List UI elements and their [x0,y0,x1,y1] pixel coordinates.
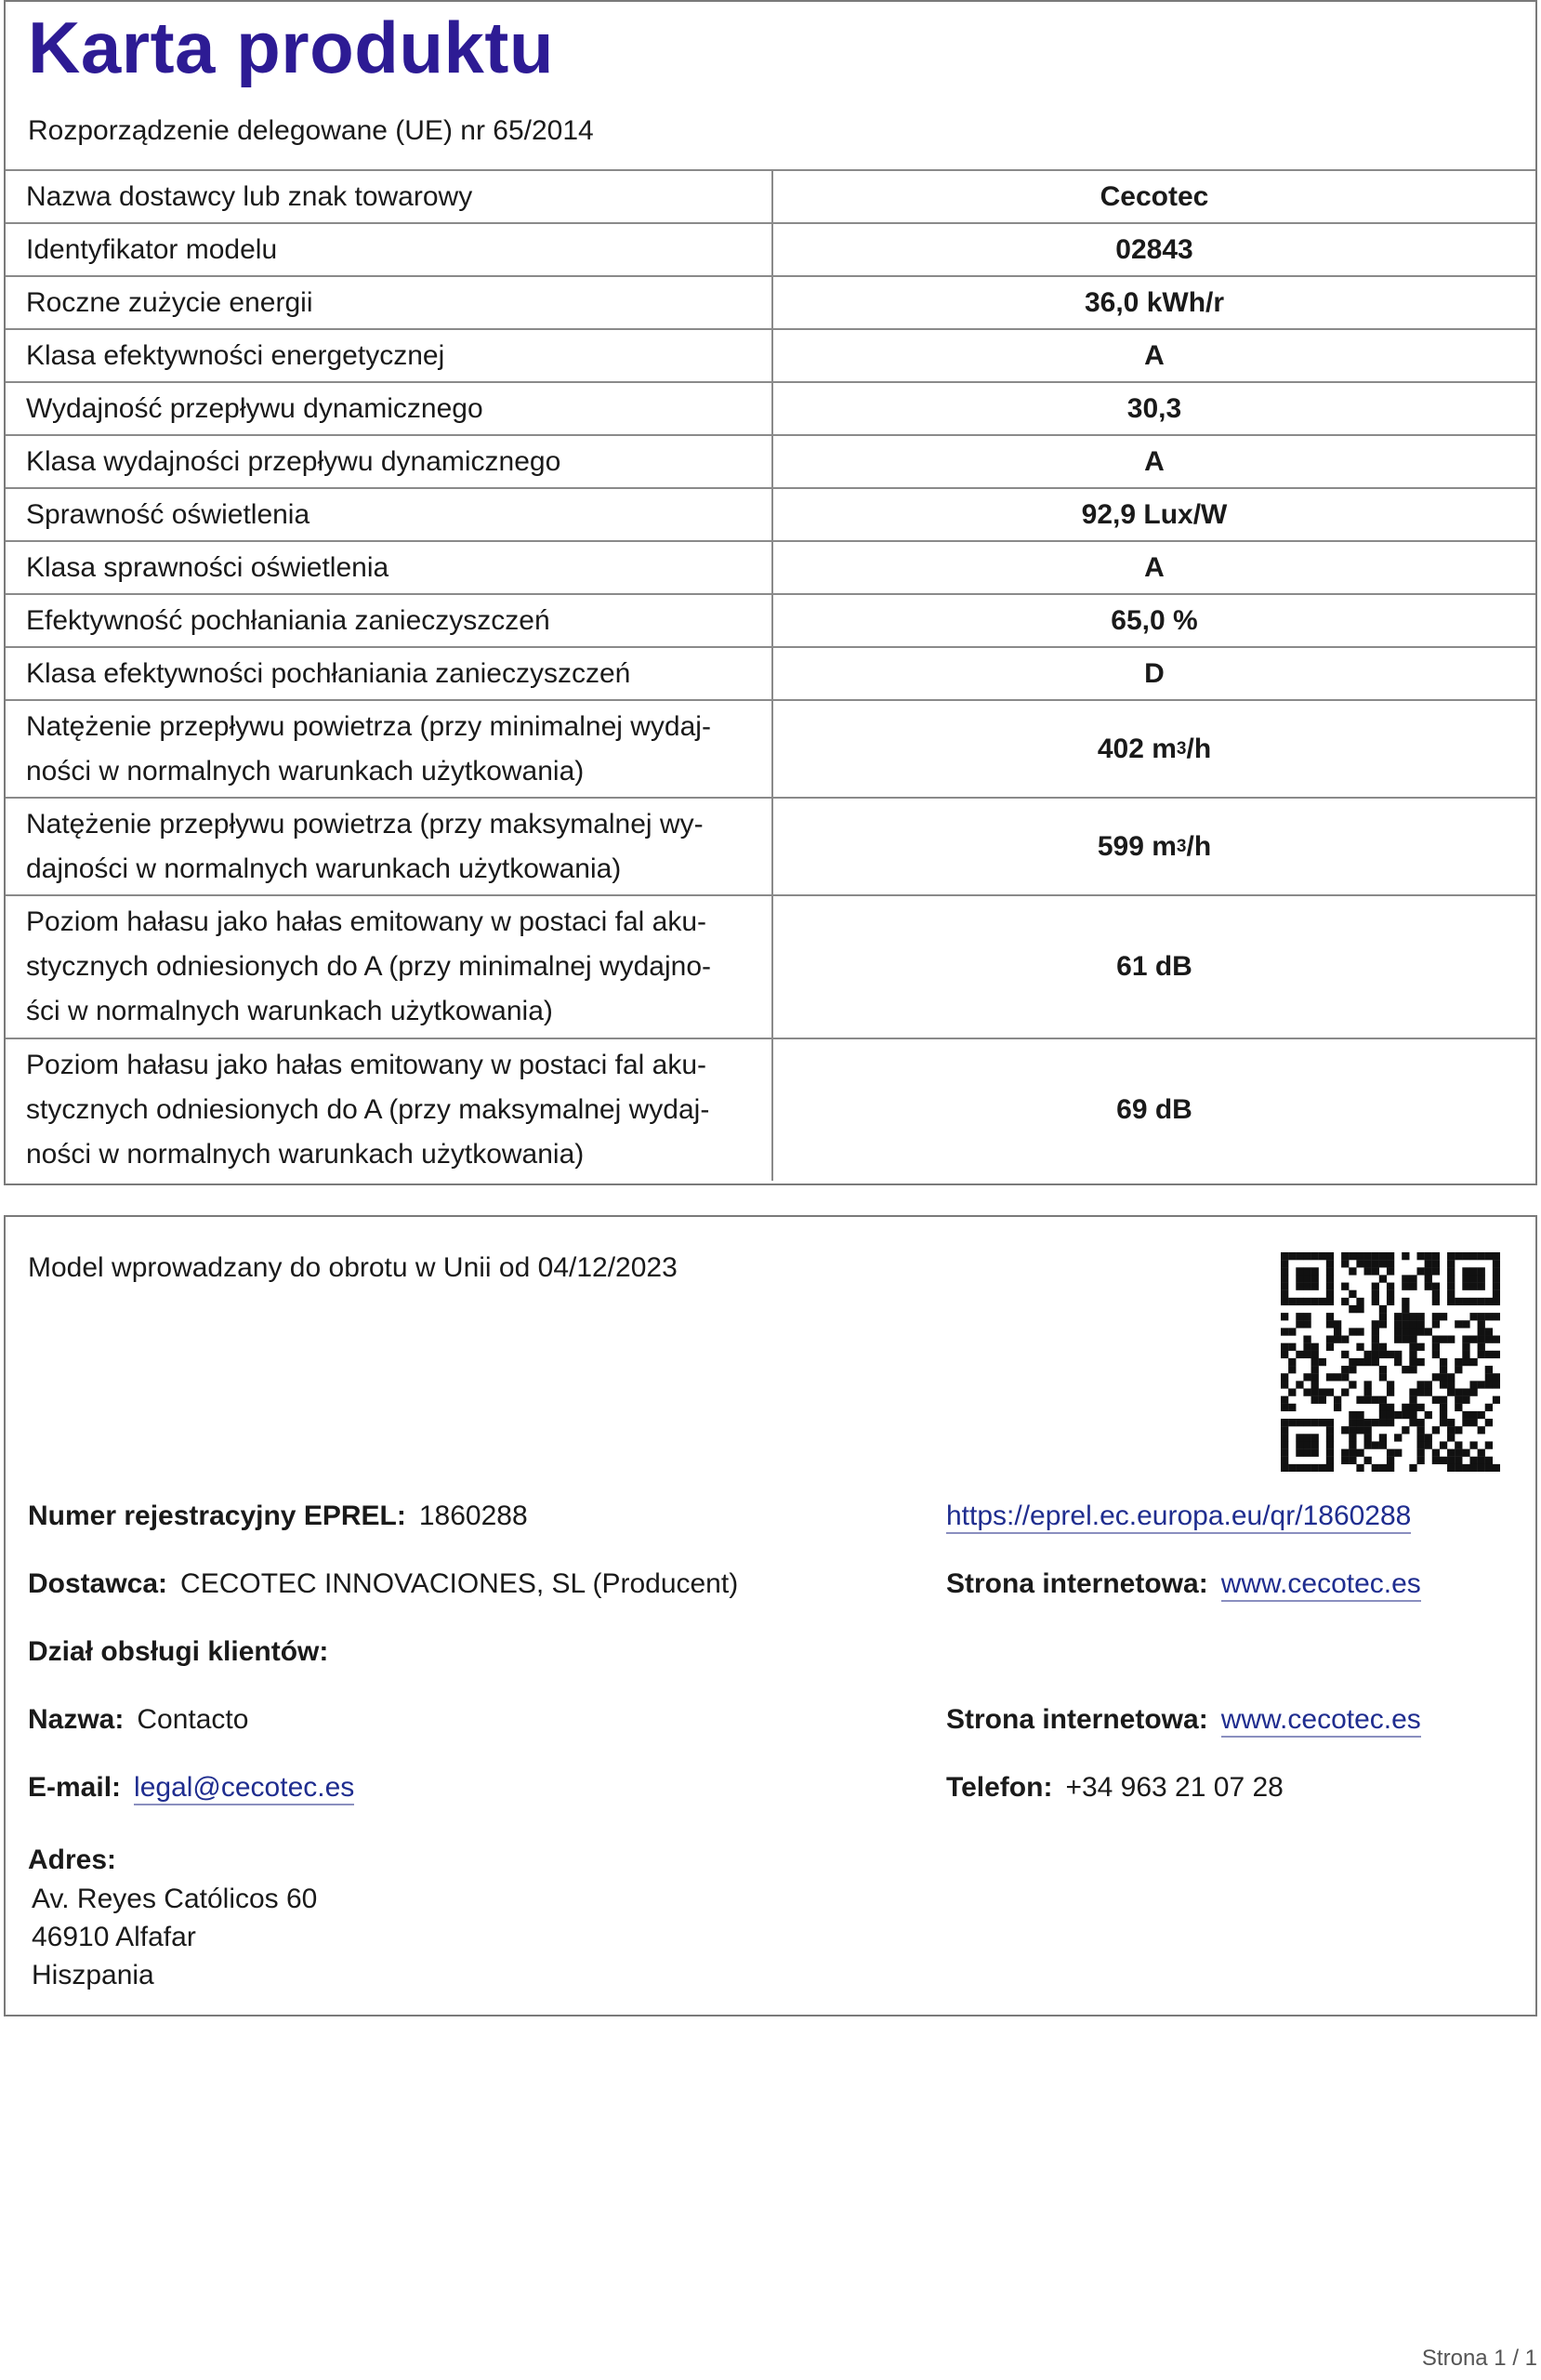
service-website-label: Strona internetowa: [946,1704,1208,1735]
spec-value-text: D [1144,657,1165,689]
spec-row [6,646,1535,699]
supplier-value: CECOTEC INNOVACIONES, SL (Producent) [180,1568,739,1599]
eprel-link[interactable]: https://eprel.ec.europa.eu/qr/1860288 [946,1501,1411,1534]
spec-value-text: A [1144,445,1165,477]
spec-label-line: stycznych odniesionych do A (przy minimalnej wydajno- [26,951,712,982]
spec-value [773,648,1535,699]
spec-value-text: A [1144,339,1165,371]
eprel-label: Numer rejestracyjny EPREL: [28,1501,406,1531]
regulation-reference: Rozporządzenie delegowane (UE) nr 65/2014 [28,115,594,146]
spec-label: Klasa wydajności przepływu dynamicznego [6,436,773,487]
spec-label-line: Poziom hałasu jako hałas emitowany w postaci fal aku- [26,906,707,937]
spec-value-text: 30,3 [1126,392,1182,424]
website-label: Strona internetowa: [946,1568,1208,1599]
spec-row [6,699,1535,797]
spec-value [773,1039,1535,1181]
spec-row [6,487,1535,540]
spec-value [773,701,1535,797]
contact-name-line [28,1704,248,1736]
spec-label-line: ści w normalnych warunkach użytkowania) [26,996,553,1026]
spec-value-text: Cecotec [1100,180,1209,212]
spec-value [773,224,1535,275]
customer-service-heading: Dział obsługi klientów: [28,1636,329,1667]
spec-row [6,797,1535,894]
spec-row [6,169,1535,222]
spec-label [6,1039,773,1181]
market-date-text: Model wprowadzany do obrotu w Unii od 04/12/2023 [28,1252,678,1283]
spec-value [773,896,1535,1038]
spec-label-line: Poziom hałasu jako hałas emitowany w postaci fal aku- [26,1050,707,1080]
spec-value-text: 402 m [1097,733,1177,764]
spec-row [6,328,1535,381]
spec-label [6,799,773,894]
spec-value [773,799,1535,894]
spec-value [773,277,1535,328]
eprel-link-line [946,1501,1411,1532]
spec-label: Roczne zużycie energii [6,277,773,328]
spec-value [773,489,1535,540]
spec-label [6,701,773,797]
supplier-line [28,1568,738,1600]
email-link[interactable]: legal@cecotec.es [134,1772,354,1805]
spec-value-superscript: 3 [1176,738,1187,759]
spec-value [773,542,1535,593]
product-sheet-table-frame [4,0,1537,1185]
website-link[interactable]: www.cecotec.es [1221,1568,1421,1602]
spec-value-superscript: 3 [1176,836,1187,856]
spec-label-line: ności w normalnych warunkach użytkowania) [26,1139,585,1170]
spec-row [6,894,1535,1038]
spec-value-text: 599 m [1097,830,1177,862]
spec-label-line: stycznych odniesionych do A (przy maksymalnej wydaj- [26,1094,710,1125]
spec-row [6,222,1535,275]
spec-label-line: dajności w normalnych warunkach użytkowania) [26,853,622,884]
eprel-line [28,1501,528,1532]
spec-row [6,275,1535,328]
contact-info-frame [4,1215,1537,2016]
spec-value-text: 61 dB [1116,951,1192,982]
spec-row [6,593,1535,646]
eprel-value: 1860288 [418,1501,528,1531]
page-number: Strona 1 / 1 [1421,2346,1537,2371]
spec-value-text: 36,0 kWh/r [1084,286,1225,318]
spec-row [6,1038,1535,1181]
spec-row [6,434,1535,487]
spec-label-line: Natężenie przepływu powietrza (przy minimalnej wydaj- [26,710,711,742]
spec-label-line: ności w normalnych warunkach użytkowania) [26,755,585,787]
spec-label: Sprawność oświetlenia [6,489,773,540]
spec-label [6,896,773,1038]
spec-label: Klasa efektywności pochłaniania zanieczyszczeń [6,648,773,699]
website-line [946,1568,1421,1600]
spec-label: Identyfikator modelu [6,224,773,275]
service-website-link[interactable]: www.cecotec.es [1221,1704,1421,1738]
qr-code-icon[interactable] [1281,1252,1500,1472]
spec-value [773,436,1535,487]
email-label: E-mail: [28,1772,122,1803]
spec-value-text: 65,0 % [1111,604,1198,636]
supplier-label: Dostawca: [28,1568,168,1599]
spec-value-unit: /h [1186,830,1212,862]
service-website-line [946,1704,1421,1736]
phone-line [946,1772,1284,1804]
spec-value-text: 92,9 Lux/W [1081,498,1228,530]
spec-value-text: A [1144,551,1165,583]
spec-table [6,169,1535,1181]
spec-label: Klasa sprawności oświetlenia [6,542,773,593]
address-line-city: 46910 Alfafar [32,1922,196,1952]
email-line [28,1772,354,1804]
spec-label: Nazwa dostawcy lub znak towarowy [6,171,773,222]
contact-name-label: Nazwa: [28,1704,125,1735]
spec-value-text: 02843 [1115,233,1193,265]
spec-row [6,540,1535,593]
contact-name-value: Contacto [137,1704,249,1735]
spec-row [6,381,1535,434]
spec-value [773,171,1535,222]
address-line-street: Av. Reyes Católicos 60 [32,1884,318,1914]
phone-label: Telefon: [946,1772,1053,1803]
spec-label-line: Natężenie przepływu powietrza (przy maksymalnej wy- [26,808,704,840]
spec-label: Wydajność przepływu dynamicznego [6,383,773,434]
spec-value [773,595,1535,646]
spec-label: Klasa efektywności energetycznej [6,330,773,381]
page-title: Karta produktu [28,7,555,88]
phone-value: +34 963 21 07 28 [1065,1772,1284,1803]
address-heading: Adres: [28,1844,117,1875]
address-line-country: Hiszpania [32,1960,154,1990]
spec-value-text: 69 dB [1116,1094,1192,1125]
spec-value [773,383,1535,434]
spec-label: Efektywność pochłaniania zanieczyszczeń [6,595,773,646]
spec-value-unit: /h [1186,733,1212,764]
spec-value [773,330,1535,381]
